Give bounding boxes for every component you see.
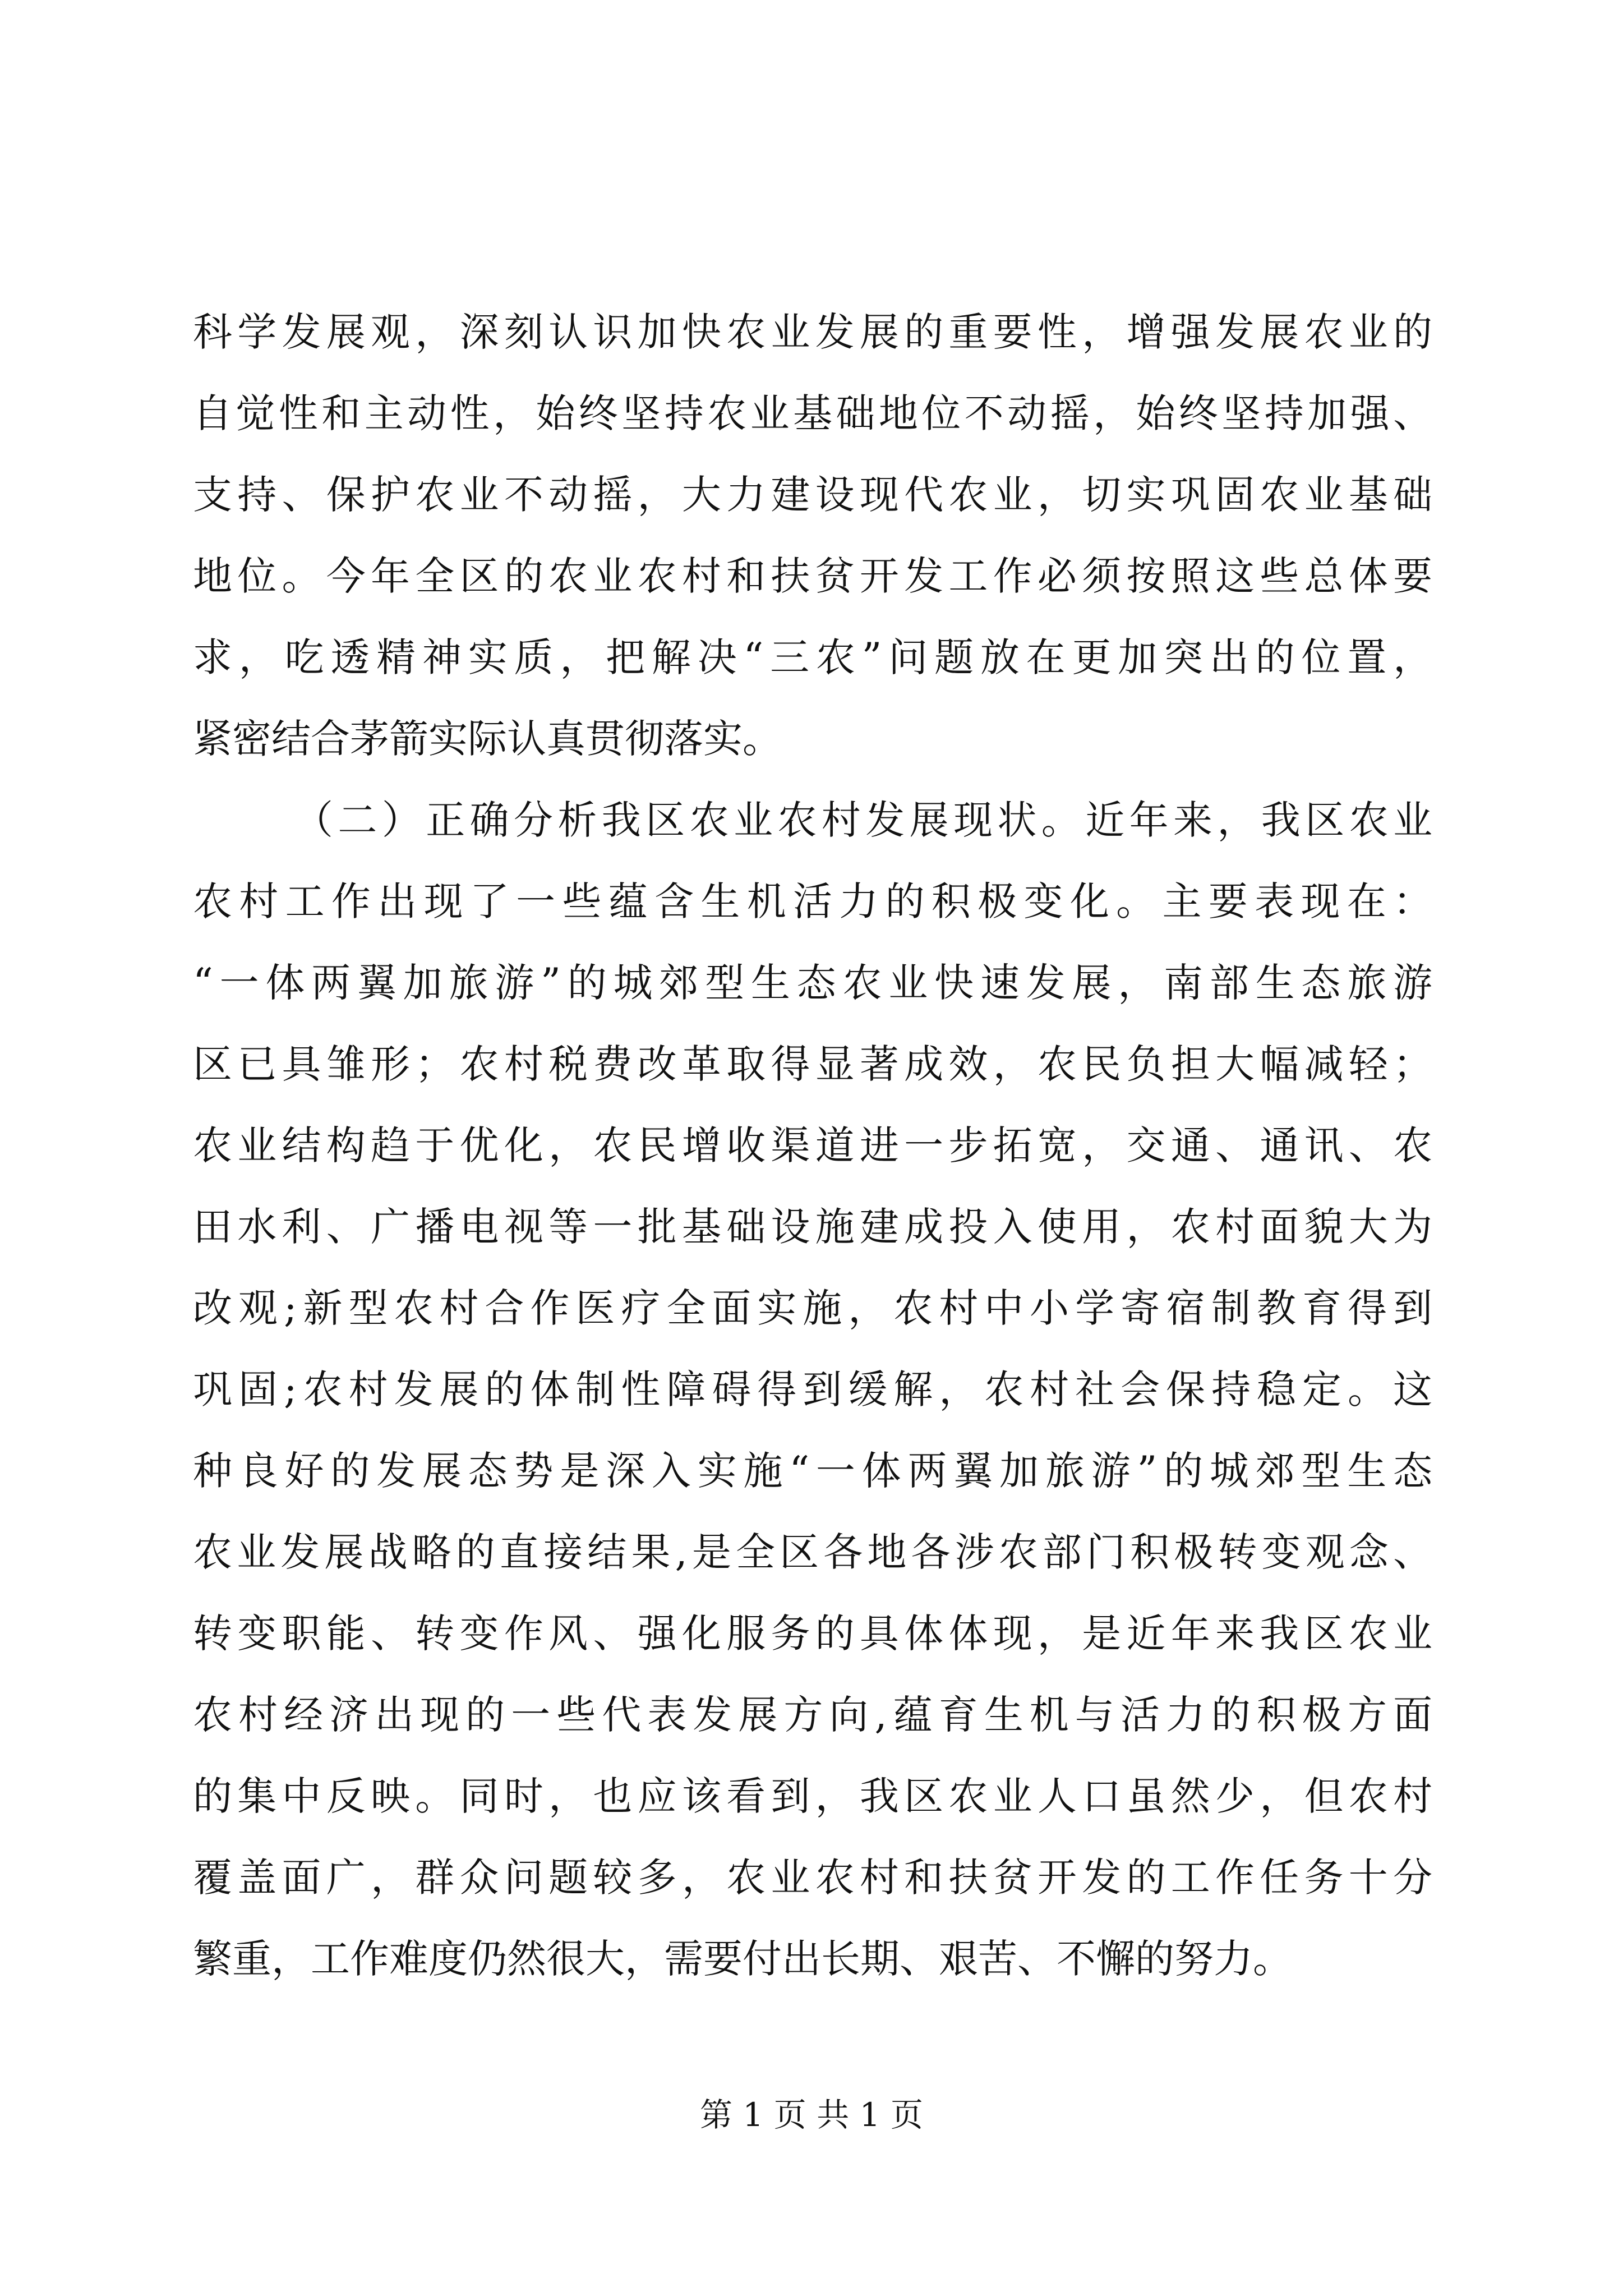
text-line: 科学发展观，深刻认识加快农业发展的重要性，增强发展农业的 [193, 309, 1432, 355]
text-line: 农村经济出现的一些代表发展方向,蕴育生机与活力的积极方面 [193, 1692, 1432, 1738]
paragraph-2 [193, 780, 1432, 2000]
text-line: 紧密结合茅箭实际认真贯彻落实。 [193, 716, 782, 762]
text-line: 区已具雏形；农村税费改革取得显著成效，农民负担大幅减轻； [193, 1041, 1432, 1087]
text-line: 求，吃透精神实质，把解决“三农”问题放在更加突出的位置， [193, 634, 1432, 680]
text-line: 改观;新型农村合作医疗全面实施，农村中小学寄宿制教育得到 [193, 1285, 1432, 1331]
text-line: 支持、保护农业不动摇，大力建设现代农业，切实巩固农业基础 [193, 472, 1432, 518]
text-line: 繁重，工作难度仍然很大，需要付出长期、艰苦、不懈的努力。 [193, 1936, 1292, 1982]
text-line: 农业发展战略的直接结果,是全区各地各涉农部门积极转变观念、 [193, 1529, 1432, 1575]
text-line: 地位。今年全区的农业农村和扶贫开发工作必须按照这些总体要 [193, 553, 1432, 599]
text-line: 种良好的发展态势是深入实施“一体两翼加旅游”的城郊型生态 [193, 1448, 1432, 1494]
text-line: 巩固;农村发展的体制性障碍得到缓解，农村社会保持稳定。这 [193, 1366, 1432, 1412]
page-footer: 第 1 页 共 1 页 [700, 2096, 923, 2134]
text-line: 农村工作出现了一些蕴含生机活力的积极变化。主要表现在： [193, 878, 1432, 924]
text-line: 转变职能、转变作风、强化服务的具体体现，是近年来我区农业 [193, 1611, 1432, 1657]
text-line: “一体两翼加旅游”的城郊型生态农业快速发展，南部生态旅游 [193, 960, 1432, 1006]
text-line: （二）正确分析我区农业农村发展现状。近年来，我区农业 [294, 797, 1432, 843]
text-line: 农业结构趋于优化，农民增收渠道进一步拓宽，交通、通讯、农 [193, 1122, 1432, 1168]
text-line: 覆盖面广，群众问题较多，农业农村和扶贫开发的工作任务十分 [193, 1855, 1432, 1901]
text-line: 的集中反映。同时，也应该看到，我区农业人口虽然少，但农村 [193, 1773, 1432, 1819]
paragraph-1 [193, 292, 1432, 780]
text-line: 自觉性和主动性，始终坚持农业基础地位不动摇，始终坚持加强、 [193, 390, 1432, 436]
body-text [193, 292, 1432, 2000]
text-line: 田水利、广播电视等一批基础设施建成投入使用，农村面貌大为 [193, 1204, 1432, 1250]
